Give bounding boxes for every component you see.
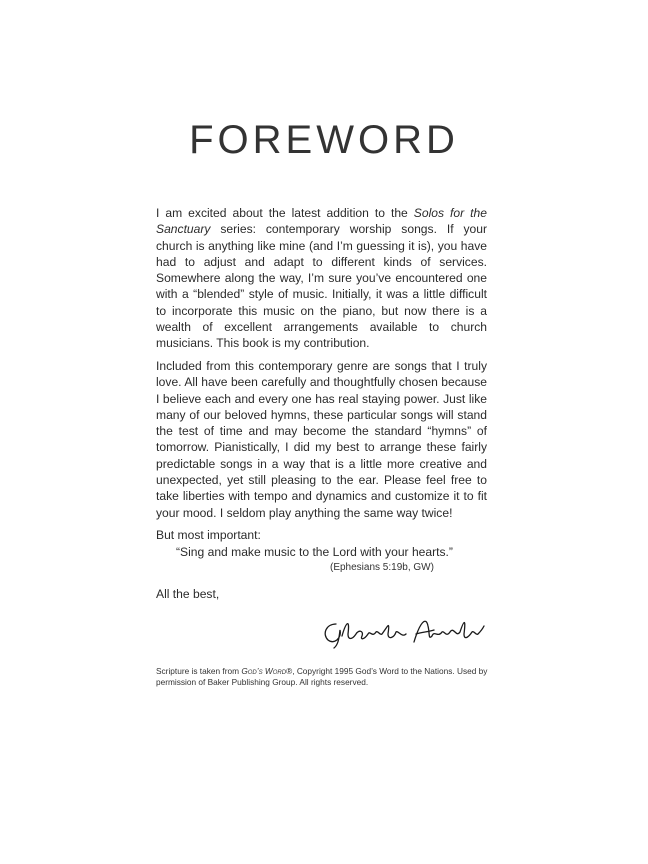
paragraph-intro-start: I am excited about the latest addition to the [156, 206, 414, 220]
lead-in: But most important: [156, 528, 261, 542]
credit-start: Scripture is taken from [156, 666, 242, 676]
scripture-reference: (Ephesians 5:19b, GW) [330, 562, 434, 573]
closing-line: All the best, [156, 587, 220, 601]
scripture-quote: “Sing and make music to the Lord with your hearts.” [176, 545, 453, 559]
signature [318, 612, 488, 652]
page-title: FOREWORD [189, 118, 459, 162]
paragraph-intro-rest: series: contemporary worship songs. If your church is anything like mine (and I’m guessing it is), you have had to adjust and adapt to different kinds of services. Somewhere along the way, I’m sure you’ve encountered one with a “blended” style of music. Initially, it was a little difficult to incorporate this music on the piano, but now there is a wealth of excellent arrangements available to church musicians. This book is my contribution. [156, 222, 487, 351]
scripture-credit [156, 666, 496, 688]
credit-source: God’s Word [241, 666, 287, 676]
credit-rest: ®, Copyright 1995 God’s Word to the Nations. Used by permission of Baker Publishing Group. All rights reserved. [156, 666, 488, 687]
paragraph-intro [156, 205, 487, 352]
series-name: Solos for the Sanctuary [156, 206, 487, 237]
paragraph-songs: Included from this contemporary genre are songs that I truly love. All have been carefully and thoughtfully chosen because I believe each and every one has real staying power. Just like many of our beloved hymns, these particular songs will stand the test of time and may become the standard “hymns” of tomorrow. Pianistically, I did my best to arrange these fairly predictable songs in a way that is a little more creative and unexpected, yet still pleasing to the ear. Please feel free to take liberties with tempo and dynamics and customize it to fit your mood. I seldom play anything the same way twice! [156, 359, 487, 520]
signature-icon [318, 612, 488, 652]
